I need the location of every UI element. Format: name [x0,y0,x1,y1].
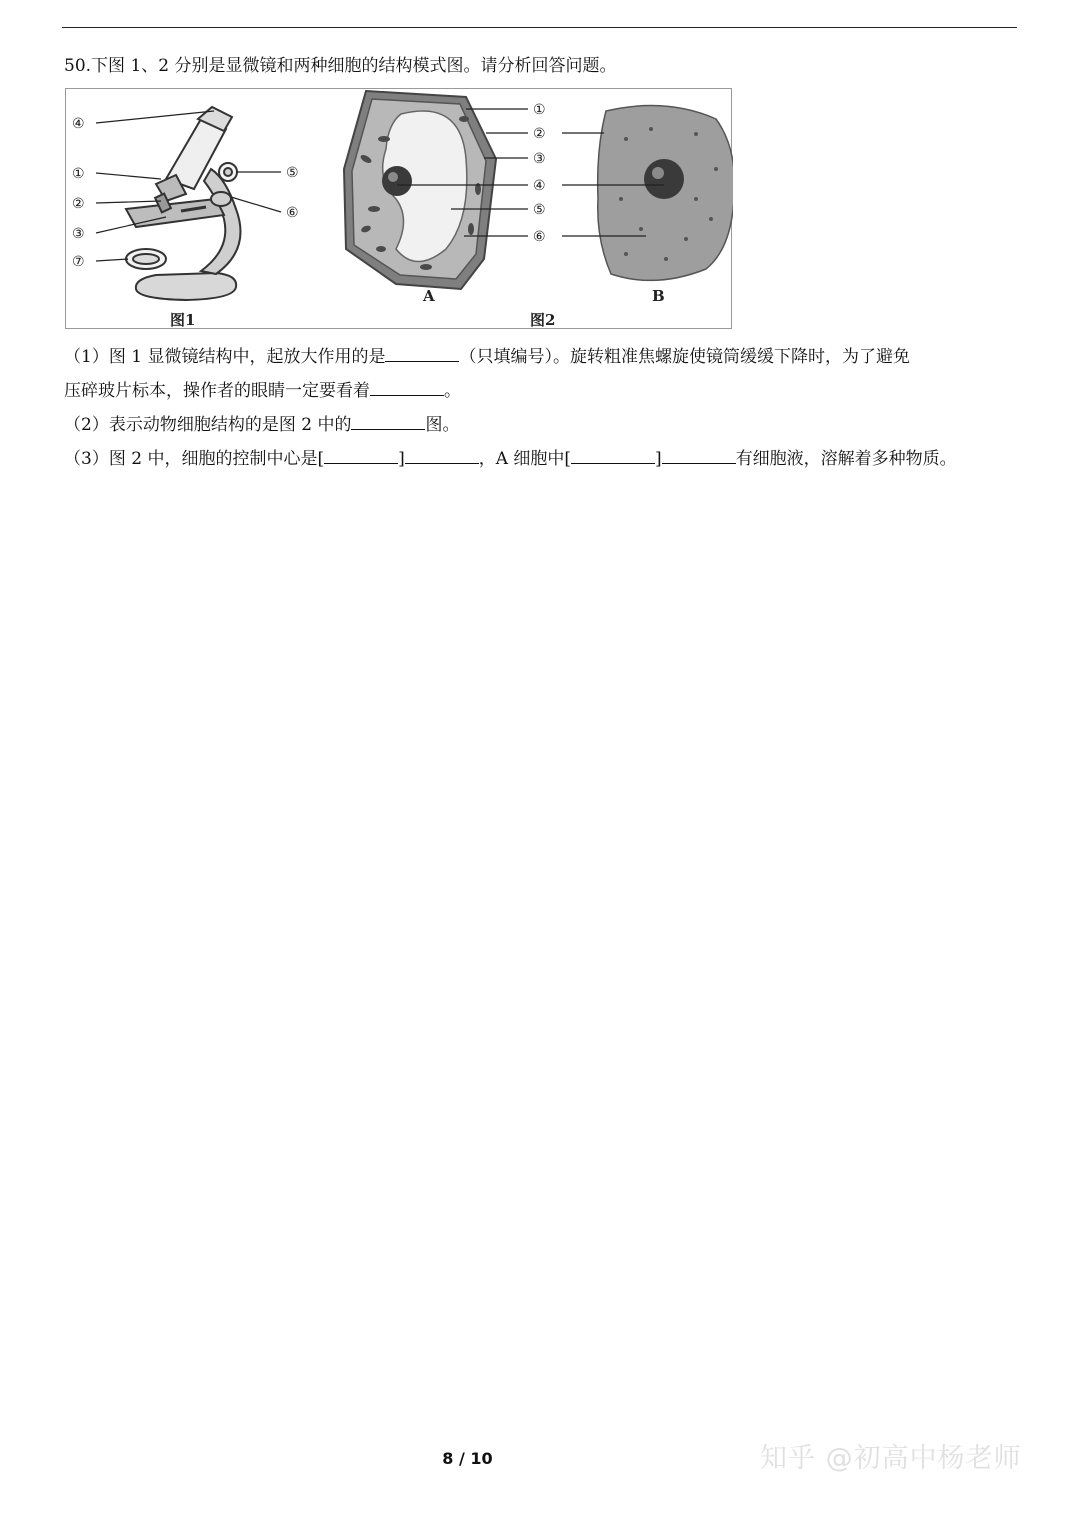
cell-b-caption: B [652,287,665,305]
part1-text: （只填编号）。旋转粗准焦螺旋使镜筒缓缓下降时，为了避免 [459,347,910,367]
part2-text: （2）表示动物细胞结构的是图 2 中的 [64,415,352,435]
part3-text: （3）图 2 中，细胞的控制中心是[ [64,449,325,469]
answer-blank[interactable] [385,343,459,362]
question-part-1-cont [64,377,461,403]
answer-blank[interactable] [571,445,655,464]
answer-blank[interactable] [324,445,398,464]
microscope-label: ② [72,196,85,212]
figure-panel [65,88,732,329]
cell-label: ① [533,102,546,118]
figure-1-caption: 图1 [170,311,196,329]
animal-cell-b [598,106,733,281]
part3-text: ] [398,449,405,469]
watermark: 知乎 @初高中杨老师 [760,1443,1022,1474]
microscope-label: ④ [72,116,85,132]
part1-text: 。 [444,381,461,401]
microscope-label: ⑥ [286,205,299,221]
part3-text: ] [655,449,662,469]
cell-a-caption: A [423,287,435,305]
question-title: 50.下图 1、2 分别是显微镜和两种细胞的结构模式图。请分析回答问题。 [64,56,617,76]
part3-text: ，A 细胞中[ [478,449,572,469]
microscope-label: ⑤ [286,165,299,181]
part3-text: 有细胞液，溶解着多种物质。 [735,449,957,469]
question-part-3 [64,445,957,471]
answer-blank[interactable] [370,377,444,396]
top-rule [62,27,1017,28]
cell-label: ⑤ [533,202,546,218]
cell-label: ④ [533,178,546,194]
cell-label: ③ [533,151,546,167]
cell-label: ⑥ [533,229,546,245]
part2-text: 图。 [425,415,460,435]
question-part-1 [64,343,910,369]
page-number: 8 / 10 [442,1449,493,1468]
answer-blank[interactable] [662,445,736,464]
answer-blank[interactable] [351,411,425,430]
cell-label: ② [533,126,546,142]
part1-text: （1）图 1 显微镜结构中，起放大作用的是 [64,347,386,367]
microscope-label: ③ [72,226,85,242]
figure-2-caption: 图2 [530,311,556,329]
part1-text: 压碎玻片标本，操作者的眼睛一定要看着 [64,381,370,401]
plant-cell-a [344,91,496,289]
question-part-2 [64,411,459,437]
figure-illustration [66,89,733,330]
answer-blank[interactable] [405,445,479,464]
microscope-label: ① [72,166,85,182]
microscope-label: ⑦ [72,254,85,270]
microscope-drawing [126,107,241,300]
